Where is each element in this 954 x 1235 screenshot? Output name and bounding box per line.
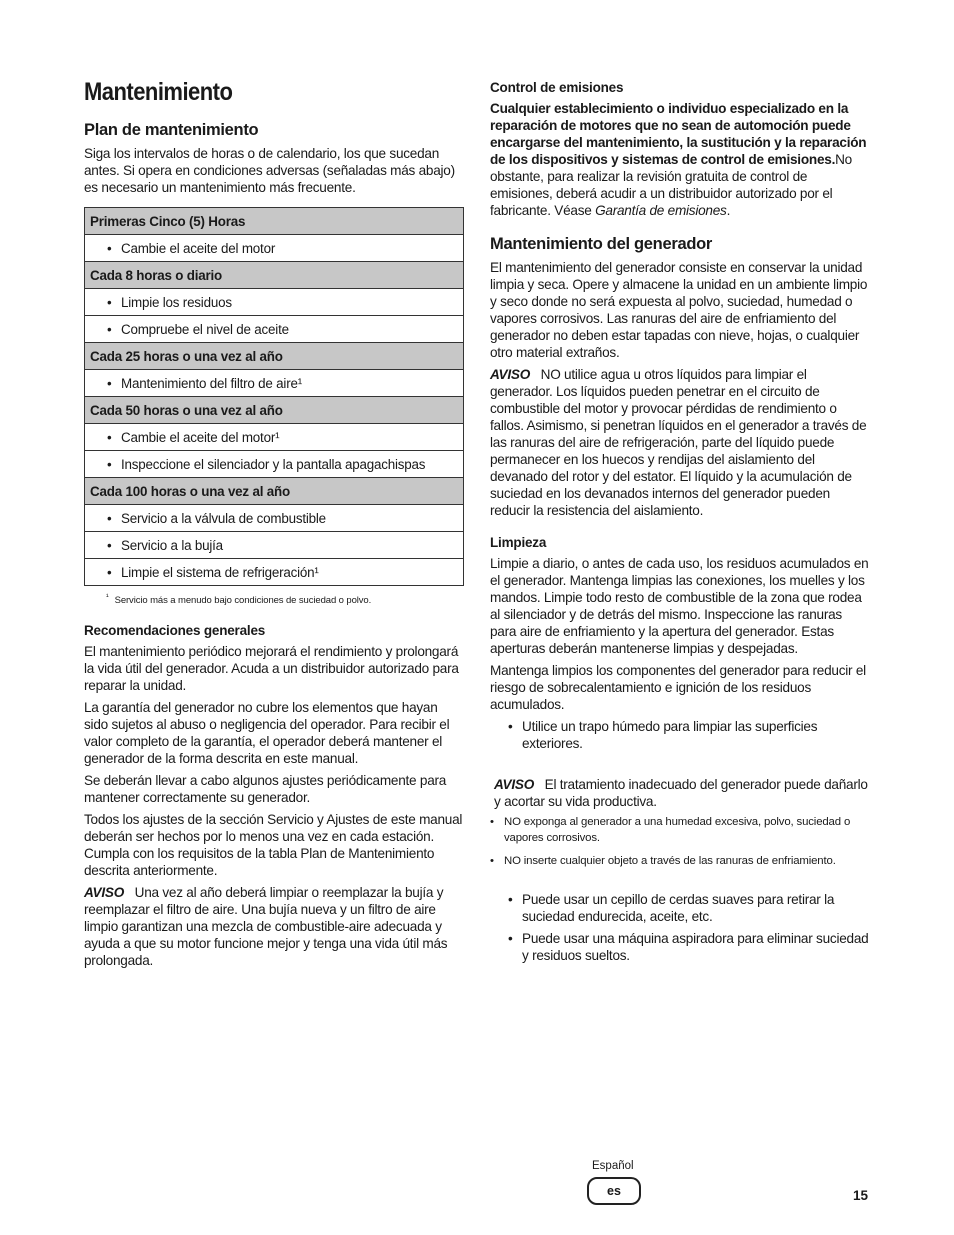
schedule-task-row xyxy=(85,289,464,316)
task-label: Servicio a la válvula de combustible xyxy=(121,510,326,526)
right-column xyxy=(490,80,870,969)
aviso-label: AVISO xyxy=(490,367,531,382)
task-label: Mantenimiento del filtro de aire¹ xyxy=(121,375,302,391)
bullet: • xyxy=(107,321,112,337)
schedule-interval-row xyxy=(85,397,464,424)
schedule-task-row xyxy=(85,532,464,559)
interval-label: Cada 25 horas o una vez al año xyxy=(90,348,283,364)
aviso-label: AVISO xyxy=(494,777,535,792)
aviso-water-note: AVISO NO utilice agua u otros líquidos para limpiar el generador. Los líquidos pueden penetrar en el circuito de combustible del motor y provocar pérdidas de rendimiento o fallos. Asimismo, si penetran líquidos en el generador a través de las ranuras del aire de refrigeración, parte del líquido puede permanecer en los huecos y rendijas del aislamiento del devanado del rotor y del estator. El líquido y la acumulación de suciedad en los devanados internos del generador pueden reducir la resistencia del aislamiento. xyxy=(490,367,867,518)
interval-label: Cada 50 horas o una vez al año xyxy=(90,402,283,418)
schedule-task-row xyxy=(85,559,464,586)
schedule-task-row xyxy=(85,451,464,478)
bullet: • xyxy=(107,456,112,472)
plan-heading: Plan de mantenimiento xyxy=(84,121,259,139)
generator-maintenance-heading: Mantenimiento del generador xyxy=(490,235,713,253)
bullet: • xyxy=(107,510,112,526)
schedule-task-row xyxy=(85,505,464,532)
task-label: Limpie los residuos xyxy=(121,294,232,310)
schedule-interval-row xyxy=(85,208,464,235)
maintenance-schedule-table xyxy=(84,207,464,586)
schedule-interval-row xyxy=(85,262,464,289)
schedule-task-row xyxy=(85,370,464,397)
cleaning-paragraph-1: Limpie a diario, o antes de cada uso, los residuos acumulados en el generador. Mantenga limpias las conexiones, los muelles y los mandos. Limpie todo resto de combustible de la zona que rodea al silenciador y de detrás del mismo. Inspeccione las ranuras para aire de enfriamiento y la apertura del generador. Estas aperturas deberán mantenerse limpias y despejadas. xyxy=(490,556,869,656)
interval-label: Cada 100 horas o una vez al año xyxy=(90,483,290,499)
task-label: Cambie el aceite del motor¹ xyxy=(121,429,280,445)
bullet: • xyxy=(107,537,112,553)
bullet: • xyxy=(107,294,112,310)
list-item: • NO exponga al generador a una humedad excesiva, polvo, suciedad o vapores corrosivos. xyxy=(490,814,870,846)
cleaning-heading: Limpieza xyxy=(490,535,547,550)
cleaning-list-1 xyxy=(490,718,870,752)
language-label: Español xyxy=(592,1160,634,1172)
bullet: • xyxy=(107,564,112,580)
general-paragraph-2: La garantía del generador no cubre los elementos que hayan sido sujetos al abuso o negligencia del operador. Para recibir el valor completo de la garantía, el operador deberá mantener el generador de la forma descrita en este manual. xyxy=(84,700,450,767)
aviso-label: AVISO xyxy=(84,885,125,901)
list-item: • Utilice un trapo húmedo para limpiar las superficies exteriores. xyxy=(490,718,870,752)
schedule-task-row xyxy=(85,424,464,451)
left-column xyxy=(84,78,464,974)
bullet: • xyxy=(107,375,112,391)
emissions-heading: Control de emisiones xyxy=(490,80,624,95)
language-code-badge: es xyxy=(587,1177,641,1205)
task-label: Limpie el sistema de refrigeración¹ xyxy=(121,564,319,580)
plan-intro: Siga los intervalos de horas o de calendario, los que sucedan antes. Si opera en condiciones adversas (señaladas más abajo) es necesario un mantenimiento más frecuente. xyxy=(84,146,455,195)
general-paragraph-1: El mantenimiento periódico mejorará el rendimiento y prolongará la vida útil del generador. Acuda a un distribuidor autorizado para reparar la unidad. xyxy=(84,644,459,694)
aviso-treatment-note: AVISO El tratamiento inadecuado del generador puede dañarlo y acortar su vida productiva. xyxy=(494,777,868,809)
list-item: • NO inserte cualquier objeto a través de las ranuras de enfriamiento. xyxy=(490,853,870,869)
table-footnote: $^{^1}$ Servicio más a menudo bajo condiciones de suciedad o polvo. xyxy=(106,592,372,607)
task-label: Compruebe el nivel de aceite xyxy=(121,321,289,337)
aviso-text: Una vez al año deberá limpiar o reemplazar la bujía y reemplazar el filtro de aire. Una bujía nueva y un filtro de aire limpio garantizan una mezcla de combustible-aire adecuada y ayuda a que su motor funcione mejor y tenga una vida útil más prolongada. xyxy=(84,885,448,969)
page-title: Mantenimiento xyxy=(84,78,233,106)
general-paragraph-4: Todos los ajustes de la sección Servicio y Ajustes de este manual deberán ser hechos por lo menos una vez en cada estación. Cumpla con los requisitos de la tabla Plan de Mantenimiento descrita anteriormente. xyxy=(84,812,463,879)
schedule-interval-row xyxy=(85,343,464,370)
cleaning-paragraph-2: Mantenga limpios los componentes del generador para reducir el riesgo de sobrecalentamiento e ignición de los residuos acumulados. xyxy=(490,663,866,712)
list-item: • Puede usar una máquina aspiradora para eliminar suciedad y residuos sueltos. xyxy=(490,930,870,964)
general-heading: Recomendaciones generales xyxy=(84,623,266,639)
generator-maintenance-paragraph: El mantenimiento del generador consiste en conservar la unidad limpia y seca. Opere y almacene la unidad en un ambiente limpio y seco donde no será expuesta al polvo, suciedad, humedad o vapores corrosivos. Las ranuras del aire de enfriamiento del generador no deben estar tapadas con nieve, hojas, o cualquier otro material extraños. xyxy=(490,260,868,360)
schedule-task-row xyxy=(85,316,464,343)
aviso-note xyxy=(84,884,464,969)
general-paragraph-3: Se deberán llevar a cabo algunos ajustes periódicamente para mantener correctamente su generador. xyxy=(84,773,447,806)
task-label: Cambie el aceite del motor xyxy=(121,240,276,256)
bullet: • xyxy=(107,240,112,256)
page-number: 15 xyxy=(853,1188,869,1203)
emissions-paragraph: Cualquier establecimiento o individuo especializado en la reparación de motores que no sean de automoción puede encargarse del mantenimiento, la sustitución y la reparación de los dispositivos y sistemas de control de emisiones.No obstante, para realizar la revisión gratuita de control de emisiones, deberá acudir a un distribuidor autorizado por el fabricante. Véase Garantía de emisiones. xyxy=(490,101,867,218)
interval-label: Cada 8 horas o diario xyxy=(90,267,222,283)
bullet: • xyxy=(107,429,112,445)
cleaning-list-2 xyxy=(490,891,870,964)
schedule-task-row xyxy=(85,235,464,262)
task-label: Servicio a la bujía xyxy=(121,537,223,553)
task-label: Inspeccione el silenciador y la pantalla apagachispas xyxy=(121,456,426,472)
warning-list xyxy=(490,814,870,869)
list-item: • Puede usar un cepillo de cerdas suaves para retirar la suciedad endurecida, aceite, etc. xyxy=(490,891,870,925)
interval-label: Primeras Cinco (5) Horas xyxy=(90,213,246,229)
schedule-interval-row xyxy=(85,478,464,505)
